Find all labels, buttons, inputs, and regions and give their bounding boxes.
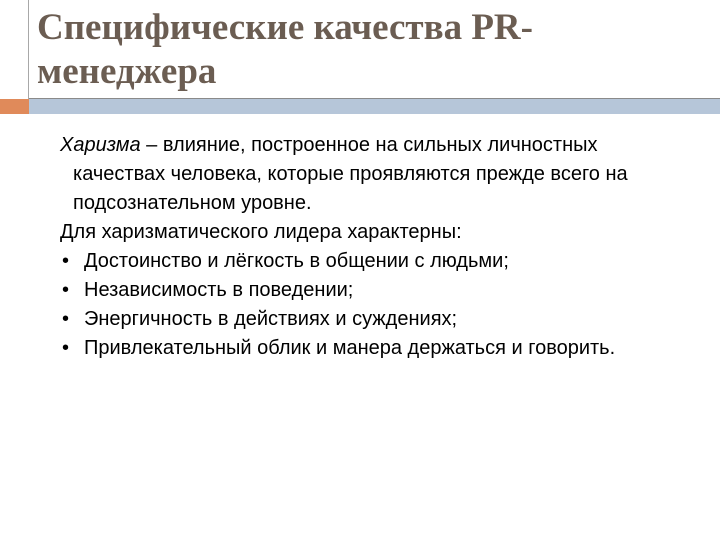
bullet-icon: • (62, 250, 70, 272)
trait-list (60, 247, 680, 363)
list-item (60, 334, 680, 363)
bullet-icon: • (62, 337, 70, 359)
slide-title-line-2: менеджера (37, 51, 217, 92)
definition-paragraph (60, 131, 680, 218)
bullet-icon: • (62, 279, 70, 301)
list-item (60, 247, 680, 276)
accent-bar-orange (0, 99, 29, 114)
list-item-text: Привлекательный облик и манера держаться и говорить. (84, 337, 616, 359)
list-item (60, 305, 680, 334)
definition-text: – влияние, построенное на сильных личностных качествах человека, которые проявляются прежде всего на подсознательном уровне. (73, 134, 628, 214)
bullet-icon: • (62, 308, 70, 330)
slide-title (37, 6, 697, 94)
list-item (60, 276, 680, 305)
definition-term: Харизма (60, 134, 141, 156)
slide-title-line-1: Специфические качества PR- (37, 7, 533, 48)
list-item-text: Достоинство и лёгкость в общении с людьми; (84, 250, 509, 272)
slide-content (60, 131, 680, 363)
intro-text: Для харизматического лидера характерны: (60, 221, 462, 243)
decorative-vertical-line (28, 0, 29, 114)
list-item-text: Энергичность в действиях и суждениях; (84, 308, 458, 330)
list-item-text: Независимость в поведении; (84, 279, 354, 301)
accent-bar-blue (29, 99, 720, 114)
